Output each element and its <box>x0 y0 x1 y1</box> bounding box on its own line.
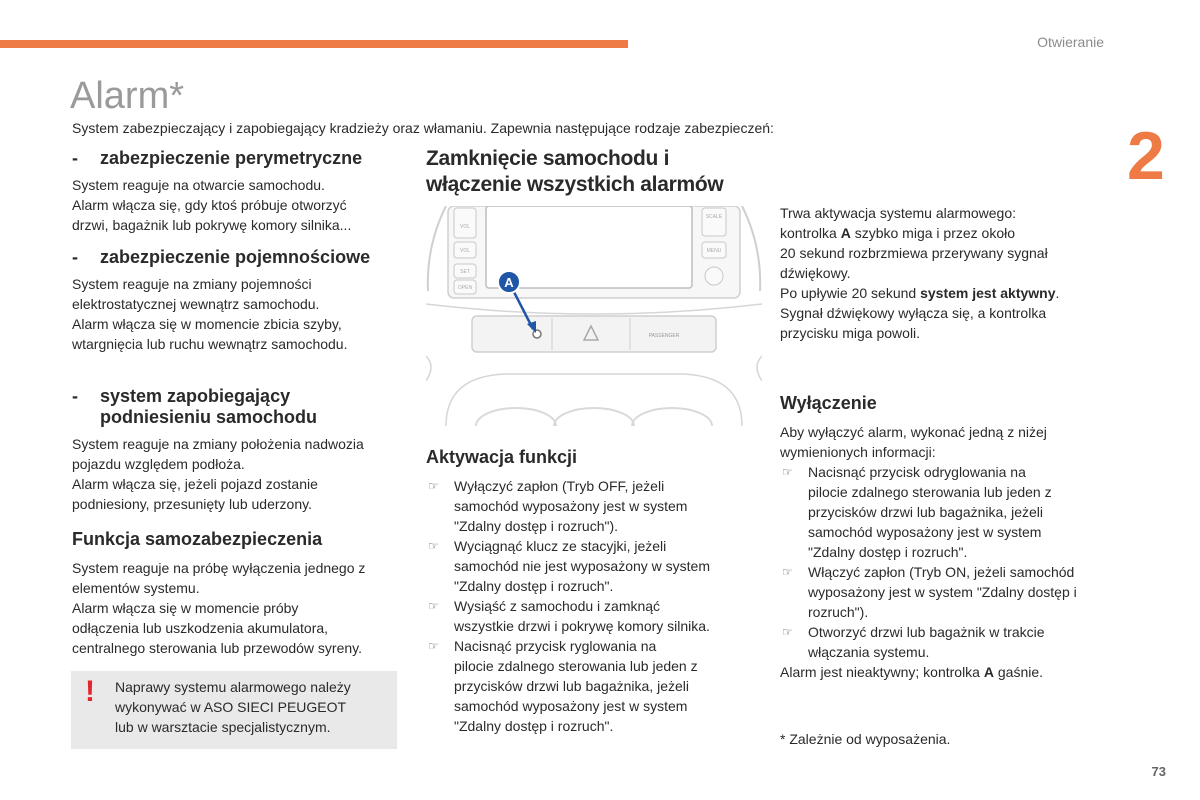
list-item <box>780 622 1120 662</box>
lifting-heading-line2: podniesieniu samochodu <box>100 407 318 427</box>
system-active-emphasis: system jest aktywny <box>920 285 1056 301</box>
text-line: samochód wyposażony jest w system <box>454 698 688 714</box>
deactivation-list <box>780 462 1120 662</box>
text-line: Wysiąść z samochodu i zamknąć <box>454 598 661 614</box>
text-line: System reaguje na otwarcie samochodu. <box>72 177 325 193</box>
text-line: Wyciągnąć klucz ze stacyjki, jeżeli <box>454 538 667 554</box>
footnote: * Zależnie od wyposażenia. <box>780 731 951 747</box>
text-line: wszystkie drzwi i pokrywę komory silnika. <box>454 618 710 634</box>
text-line: Wyłączyć zapłon (Tryb OFF, jeżeli <box>454 478 665 494</box>
warning-line: wykonywać w ASO SIECI PEUGEOT <box>115 699 347 715</box>
button-label: VOL <box>459 248 471 254</box>
list-item <box>426 476 766 536</box>
text-line: Otworzyć drzwi lub bagażnik w trakcie <box>808 624 1045 640</box>
activation-section <box>426 446 766 736</box>
text-line: wyposażony jest w system "Zdalny dostęp i <box>808 584 1077 600</box>
header-accent-bar <box>0 40 628 48</box>
text-line: pojazdu względem podłoża. <box>72 456 245 472</box>
text-line: rozruch"). <box>808 604 869 620</box>
marker-a-label: A <box>504 275 514 290</box>
text-line: pilocie zdalnego sterowania lub jeden z <box>454 658 698 674</box>
volumetric-heading <box>72 247 402 268</box>
dashboard-illustration <box>426 206 762 426</box>
hand-pointer-icon: ☞ <box>782 465 793 479</box>
hand-pointer-icon: ☞ <box>782 625 793 639</box>
hand-pointer-icon: ☞ <box>782 565 793 579</box>
text-span: Alarm jest nieaktywny; kontrolka <box>780 664 984 680</box>
text-line: System reaguje na zmiany położenia nadwozia <box>72 436 364 452</box>
button-label: SCALE <box>705 214 723 220</box>
text-line: samochód nie jest wyposażony w system <box>454 558 710 574</box>
deactivation-section <box>780 392 1120 682</box>
text-line: Alarm włącza się w momencie próby <box>72 600 299 616</box>
text-line: przycisków drzwi lub bagażnika, jeżeli <box>454 678 689 694</box>
button-label: SET <box>460 269 470 275</box>
volumetric-section <box>72 247 402 354</box>
perimeter-heading <box>72 148 402 169</box>
lifting-heading-line1: system zapobiegający <box>100 386 291 406</box>
perimeter-heading-text: zabezpieczenie perymetryczne <box>100 148 363 168</box>
text-line: Nacisnąć przycisk ryglowania na <box>454 638 657 654</box>
text-line: elektrostatycznej wewnątrz samochodu. <box>72 296 320 312</box>
text-line: Włączyć zapłon (Tryb ON, jeżeli samochód <box>808 564 1075 580</box>
button-label: VOL <box>459 224 471 230</box>
text-line <box>780 662 1120 682</box>
dash: - <box>72 148 78 168</box>
text-line: System reaguje na próbę wyłączenia jednego z <box>72 560 366 576</box>
lifting-heading <box>72 386 402 428</box>
middle-heading-block <box>426 146 766 198</box>
hand-pointer-icon: ☞ <box>428 639 439 653</box>
page-number: 73 <box>1151 764 1166 779</box>
warning-box <box>71 671 397 749</box>
text-line: samochód wyposażony jest w system <box>454 498 688 514</box>
text-line: przycisków drzwi lub bagażnika, jeżeli <box>808 504 1043 520</box>
button-label: PASSENGER <box>648 333 680 339</box>
page-title: Alarm* <box>70 75 185 117</box>
button-label: OPEN <box>457 285 473 291</box>
text-line: Alarm włącza się w momencie zbicia szyby, <box>72 316 342 332</box>
text-line <box>780 223 1120 243</box>
text-span: Po upływie 20 sekund <box>780 285 921 301</box>
text-line: podniesiony, przesunięty lub uderzony. <box>72 496 312 512</box>
indicator-a-ref: A <box>983 664 994 680</box>
text-line: "Zdalny dostęp i rozruch". <box>454 718 614 734</box>
text-line: dźwiękowy. <box>780 265 851 281</box>
left-column <box>72 148 402 658</box>
text-line: wymienionych informacji: <box>780 444 936 460</box>
text-line: Alarm włącza się, jeżeli pojazd zostanie <box>72 476 318 492</box>
text-line: Aby wyłączyć alarm, wykonać jedną z niżej <box>780 424 1047 440</box>
text-span: gaśnie. <box>993 664 1044 680</box>
list-item <box>426 596 766 636</box>
list-item <box>426 636 766 736</box>
text-line: samochód wyposażony jest w system <box>808 524 1042 540</box>
dash: - <box>72 386 78 406</box>
text-line: pilocie zdalnego sterowania lub jeden z <box>808 484 1052 500</box>
text-line: wtargnięcia lub ruchu wewnątrz samochodu. <box>72 336 348 352</box>
lock-heading-line2: włączenie wszystkich alarmów <box>426 173 724 196</box>
text-line: "Zdalny dostęp i rozruch". <box>454 578 614 594</box>
text-line: centralnego sterowania lub przewodów syreny. <box>72 640 363 656</box>
text-line: przycisku miga powoli. <box>780 325 921 341</box>
list-item <box>426 536 766 596</box>
intro-text: System zabezpieczający i zapobiegający kradzieży oraz włamaniu. Zapewnia następujące rodzaje zabezpieczeń: <box>72 120 774 136</box>
warning-icon: ! <box>85 675 95 708</box>
deactivation-heading: Wyłączenie <box>780 393 877 413</box>
warning-line: Naprawy systemu alarmowego należy <box>115 679 351 695</box>
lock-heading-line1: Zamknięcie samochodu i <box>426 147 670 170</box>
text-line: 20 sekund rozbrzmiewa przerywany sygnał <box>780 245 1048 261</box>
hand-pointer-icon: ☞ <box>428 599 439 613</box>
text-line: włączania systemu. <box>808 644 930 660</box>
activation-heading: Aktywacja funkcji <box>426 447 578 467</box>
text-line: System reaguje na zmiany pojemności <box>72 276 312 292</box>
text-line: elementów systemu. <box>72 580 200 596</box>
hand-pointer-icon: ☞ <box>428 479 439 493</box>
text-line: Trwa aktywacja systemu alarmowego: <box>780 205 1017 221</box>
hand-pointer-icon: ☞ <box>428 539 439 553</box>
activation-status-text <box>780 203 1120 343</box>
text-line: drzwi, bagażnik lub pokrywę komory silnika... <box>72 217 352 233</box>
lifting-section <box>72 386 402 514</box>
text-line: Nacisnąć przycisk odryglowania na <box>808 464 1026 480</box>
text-line: Alarm włącza się, gdy ktoś próbuje otworzyć <box>72 197 347 213</box>
indicator-a-ref: A <box>840 225 851 241</box>
text-line <box>780 283 1120 303</box>
text-line: Sygnał dźwiękowy wyłącza się, a kontrolka <box>780 305 1047 321</box>
warning-line: lub w warsztacie specjalistycznym. <box>115 719 331 735</box>
chapter-number: 2 <box>1127 118 1165 194</box>
activation-list <box>426 476 766 736</box>
section-label: Otwieranie <box>1037 34 1104 50</box>
text-line: "Zdalny dostęp i rozruch"). <box>454 518 619 534</box>
self-protection-heading: Funkcja samozabezpieczenia <box>72 529 323 549</box>
text-span: kontrolka <box>780 225 841 241</box>
self-protection-section <box>72 528 402 658</box>
list-item <box>780 562 1120 622</box>
text-line: "Zdalny dostęp i rozruch". <box>808 544 968 560</box>
dash: - <box>72 247 78 267</box>
text-span: szybko miga i przez około <box>850 225 1016 241</box>
text-span: . <box>1055 285 1060 301</box>
perimeter-section <box>72 148 402 235</box>
text-line: odłączenia lub uszkodzenia akumulatora, <box>72 620 329 636</box>
volumetric-heading-text: zabezpieczenie pojemnościowe <box>100 247 371 267</box>
button-label: MENU <box>706 248 722 254</box>
list-item <box>780 462 1120 562</box>
